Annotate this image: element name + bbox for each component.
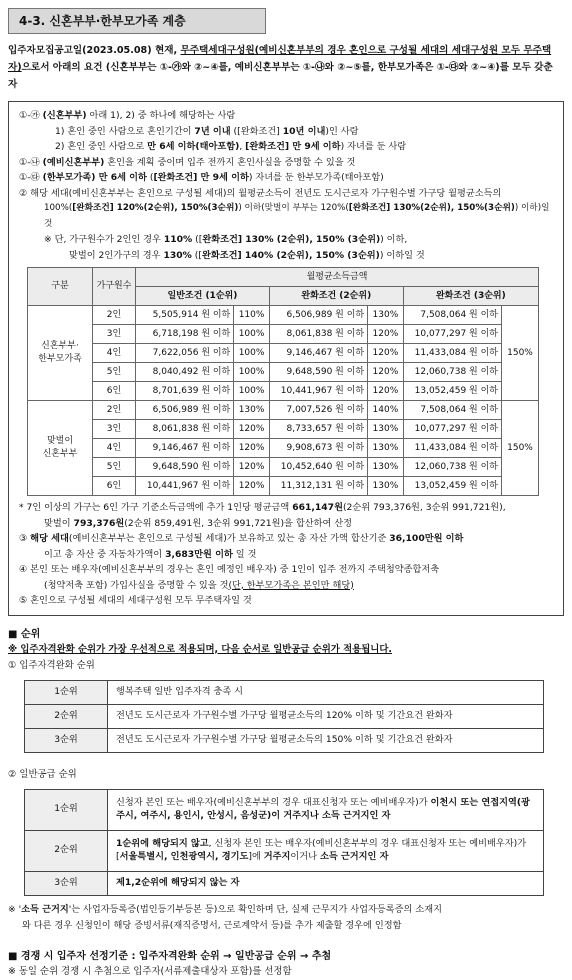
note-seven-person: * 7인 이상의 가구는 6인 가구 기준소득금액에 추가 1인당 평균금액 661,147원(2순위 793,376원, 3순위 991,721원), xyxy=(19,502,506,513)
criteria-box xyxy=(8,101,564,616)
table-row: 3인 8,061,838 원 이하 120% 8,733,657 원 이하 130% 10,077,297 원 이하 xyxy=(28,420,539,439)
intro-homeless: 무주택세대구성원(예비신혼부부의 경우 혼인으로 구성될 세대의 세대구성원 모두 무주택자) xyxy=(8,45,552,73)
table-row: 5인 8,040,492 원 이하 100% 9,648,590 원 이하 120% 12,060,738 원 이하 xyxy=(28,363,539,382)
relaxed-rank-table xyxy=(24,680,544,753)
table-row: 6인 10,441,967 원 이하 120% 11,312,131 원 이하 130% 13,052,459 원 이하 xyxy=(28,477,539,496)
criteria-assets: ③ 해당 세대(예비신혼부부는 혼인으로 구성될 세대)가 보유하고 있는 총 자산 가액 합산기준 36,100만원 이하 xyxy=(19,533,464,544)
table-row: 4인 9,146,467 원 이하 120% 9,908,673 원 이하 130% 11,433,084 원 이하 xyxy=(28,439,539,458)
intro-date: 입주자모집공고일(2023.05.08) 현재, xyxy=(8,45,181,56)
general-rank-table xyxy=(24,789,544,896)
criteria-homeless-members: ⑤ 혼인으로 구성될 세대의 세대구성원 모두 무주택자일 것 xyxy=(19,595,252,606)
table-row: 3인 6,718,198 원 이하 100% 8,061,838 원 이하 120% 10,077,297 원 이하 xyxy=(28,325,539,344)
rank-note: ※ 입주자격완화 순위가 가장 우선적으로 적용되며, 다음 순서로 일반공급 순위가 적용됩니다. xyxy=(8,643,392,655)
criteria-savings: ④ 본인 또는 배우자(예비신혼부부의 경우는 혼인 예정인 배우자) 중 1인이 입주 전까지 주택청약종합저축 xyxy=(19,564,440,575)
table-row: 1순위 신청자 본인 또는 배우자(예비신혼부부의 경우 대표신청자 또는 예비배우자)가 이천시 또는 연접지역(광주시, 여주시, 용인시, 안성시, 음성군)이 거주지나 소득 근거지인 자 xyxy=(25,789,544,830)
col-income: 월평균소득금액 xyxy=(136,268,539,287)
selection-heading: ■ 경쟁 시 입주자 선정기준 : 입주자격완화 순위 → 일반공급 순위 → 추첨 xyxy=(8,950,332,962)
table-row: 신혼부부· 한부모가족 2인 5,505,914 원 이하 110% 6,506,989 원 이하 130% 7,508,064 원 이하 150% xyxy=(28,306,539,325)
criteria-single-parent: ①-㉰ (한부모가족) 만 6세 이하 ([완화조건] 만 9세 이하) 자녀를 둔 한부모가족(태아포함) xyxy=(19,172,384,183)
income-table xyxy=(27,267,539,496)
col-group: 구분 xyxy=(28,268,93,306)
table-row: 1순위 행복주택 일반 입주자격 충족 시 xyxy=(25,680,544,704)
criteria-income-detail: 100%([완화조건] 120%(2순위), 150%(3순위)) 이하(맞벌이 부부는 120%([완화조건] 130%(2순위), 150%(3순위)) 이하)일 것 xyxy=(44,203,550,229)
criteria-child-age: 2) 혼인 중인 사람으로 만 6세 이하(태아포함), [완화조건] 만 9세 이하) 자녀를 둔 사람 xyxy=(55,141,407,152)
income-base-note-2: 와 다른 경우 신청인이 해당 증빙서류(재직증명서, 근로계약서 등)를 추가 제출할 경우에 인정함 xyxy=(22,919,402,931)
group-label: 맞벌이 신혼부부 xyxy=(28,401,93,496)
intro-requirements: 으로서 아래의 요건 (신혼부부는 ①-㉮와 ②~④를, 예비신혼부부는 ①-㉯와 ②~⑤를, 한부모가족은 ①-㉰와 ②~④)를 모두 갖춘 자 xyxy=(8,62,553,90)
intro-paragraph xyxy=(8,42,564,93)
selection-note: ※ 동일 순위 경쟁 시 추첨으로 입주자(서류제출대상자 포함)를 선정함 xyxy=(8,965,292,977)
rank-sub2: ② 일반공급 순위 xyxy=(8,768,77,780)
criteria-dual-income: 맞벌이 2인가구의 경우 130% ([완화조건] 140% (2순위), 150% (3순위)) 이하일 것 xyxy=(69,249,425,261)
group-label: 신혼부부· 한부모가족 xyxy=(28,306,93,401)
table-row: 5인 9,648,590 원 이하 120% 10,452,640 원 이하 130% 12,060,738 원 이하 xyxy=(28,458,539,477)
rank-heading: ■ 순위 xyxy=(8,628,41,640)
criteria-two-person: ※ 단, 가구원수가 2인인 경우 110% ([완화조건] 130% (2순위), 150% (3순위)) 이하, xyxy=(44,234,408,245)
criteria-marriage-period: 1) 혼인 중인 사람으로 혼인기간이 7년 이내 ([완화조건] 10년 이내)인 사람 xyxy=(55,125,359,137)
page xyxy=(0,8,572,977)
table-row: 6인 8,701,639 원 이하 100% 10,441,967 원 이하 120% 13,052,459 원 이하 xyxy=(28,382,539,401)
table-row: 3순위 전년도 도시근로자 가구원수별 가구당 월평균소득의 150% 이하 및 기간요건 완화자 xyxy=(25,728,544,752)
table-row: 맞벌이 신혼부부 2인 6,506,989 원 이하 130% 7,007,526 원 이하 140% 7,508,064 원 이하 150% xyxy=(28,401,539,420)
criteria-car: 이고 총 자산 중 자동차가액이 3,683만원 이하 일 것 xyxy=(44,548,257,560)
table-row: 2순위 1순위에 해당되지 않고, 신청자 본인 또는 배우자(예비신혼부부의 경우 대표신청자 또는 예비배우자)가 [서울특별시, 인천광역시, 경기도]에 거주지이거나 소득 근거지인 자 xyxy=(25,830,544,871)
note-dual-seven: 맞벌이 793,376원(2순위 859,491원, 3순위 991,721원)을 합산하여 산정 xyxy=(44,517,353,529)
section-title: 4-3. 신혼부부·한부모가족 계층 xyxy=(8,8,266,34)
col-relax2: 완화조건 (2순위) xyxy=(269,287,403,306)
col-relax3: 완화조건 (3순위) xyxy=(403,287,538,306)
rank-sub1: ① 입주자격완화 순위 xyxy=(8,659,95,671)
criteria-newlywed: ①-㉮ (신혼부부) 아래 1), 2) 중 하나에 해당하는 사람 xyxy=(19,110,236,121)
table-row: 2순위 전년도 도시근로자 가구원수별 가구당 월평균소득의 120% 이하 및 기간요건 완화자 xyxy=(25,704,544,728)
income-base-note: ※ '소득 근거지'는 사업자등록증(법인등기부등본 등)으로 확인하며 단, 실제 근무지가 사업자등록증의 소재지 xyxy=(8,903,442,915)
table-row: 3순위 제1,2순위에 해당되지 않는 자 xyxy=(25,871,544,895)
criteria-savings-proof: (청약저축 포함) 가입사실을 증명할 수 있을 것(단, 한부모가족은 본인만 해당) xyxy=(44,579,354,591)
rows-dual-income xyxy=(28,401,539,496)
criteria-income: ② 해당 세대(예비신혼부부는 혼인으로 구성될 세대)의 월평균소득이 전년도 도시근로자 가구원수별 가구당 월평균소득의 xyxy=(19,187,502,199)
col-general: 일반조건 (1순위) xyxy=(136,287,270,306)
table-row: 4인 7,622,056 원 이하 100% 9,146,467 원 이하 120% 11,433,084 원 이하 xyxy=(28,344,539,363)
col-size: 가구원수 xyxy=(93,268,136,306)
rows-newlywed xyxy=(28,306,539,401)
criteria-prospective: ①-㉯ (예비신혼부부) 혼인을 계획 중이며 입주 전까지 혼인사실을 증명할 수 있을 것 xyxy=(19,156,356,168)
